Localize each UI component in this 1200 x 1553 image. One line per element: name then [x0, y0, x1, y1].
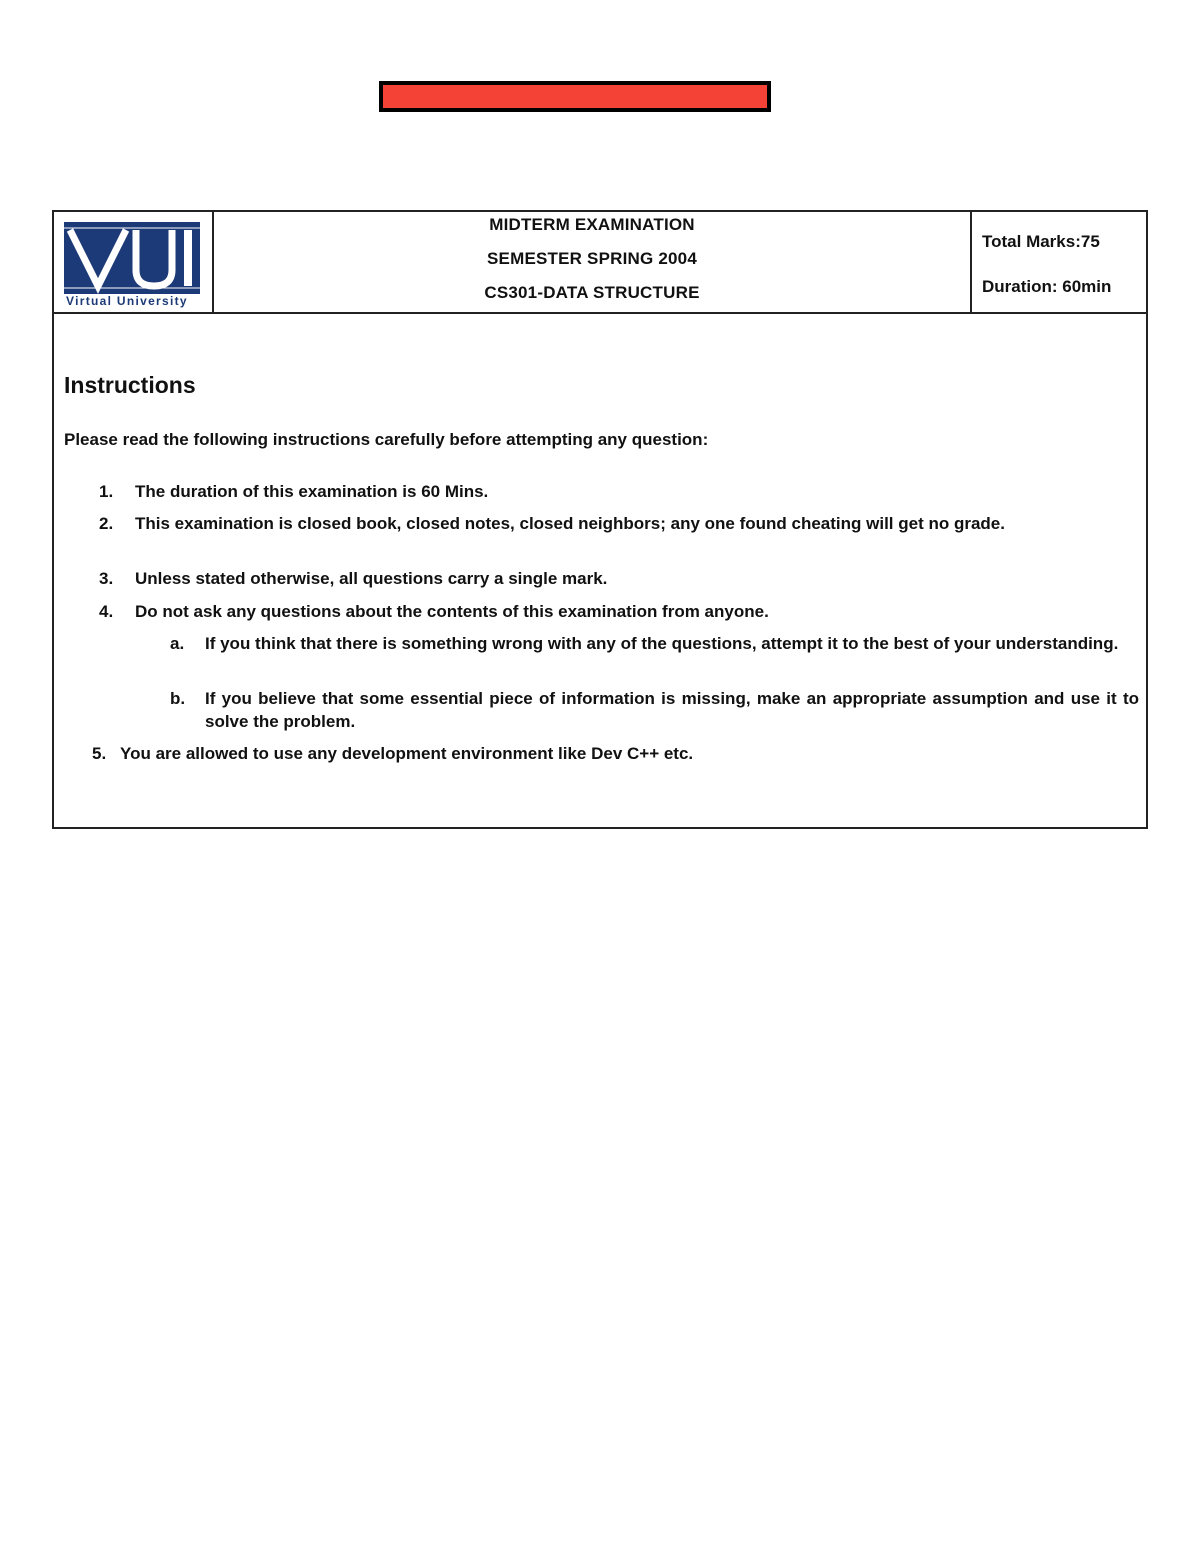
- instructions-heading: Instructions: [64, 372, 196, 398]
- total-marks: Total Marks:75: [982, 232, 1100, 251]
- item-number: 5.: [92, 744, 107, 763]
- marks-cell: [972, 212, 1148, 312]
- item-text: You are allowed to use any development environment like Dev C++ etc.: [120, 744, 694, 763]
- item-number: 2.: [99, 514, 114, 533]
- item-text: Unless stated otherwise, all questions carry a single mark.: [135, 569, 608, 588]
- instructions-intro: Please read the following instructions carefully before attempting any question:: [64, 430, 709, 449]
- item-number: 1.: [99, 482, 114, 501]
- item-letter: b.: [170, 689, 186, 708]
- vu-logo-icon: [64, 222, 200, 294]
- exam-semester: SEMESTER SPRING 2004: [487, 249, 697, 268]
- logo-cell: [54, 212, 214, 312]
- item-letter: a.: [170, 634, 185, 653]
- duration: Duration: 60min: [982, 277, 1112, 296]
- item-text: If you believe that some essential piece of information is missing, make an appropriate assumption and use it to solve the problem.: [205, 689, 1139, 731]
- exam-title: MIDTERM EXAMINATION: [489, 215, 695, 234]
- item-number: 3.: [99, 569, 114, 588]
- header-row: [54, 212, 1146, 314]
- exam-title-cell: [214, 212, 972, 312]
- item-text: If you think that there is something wrong with any of the questions, attempt it to the best of your understanding.: [205, 634, 1119, 653]
- item-text: The duration of this examination is 60 Mins.: [135, 482, 489, 501]
- red-banner: [379, 81, 771, 112]
- logo-caption: Virtual University: [66, 294, 188, 308]
- item-text: Do not ask any questions about the contents of this examination from anyone.: [135, 602, 769, 621]
- exam-header-box: [52, 210, 1148, 829]
- item-text: This examination is closed book, closed notes, closed neighbors; any one found cheating will get no grade.: [135, 514, 1005, 533]
- vu-logo: [64, 222, 200, 294]
- item-number: 4.: [99, 602, 114, 621]
- exam-course: CS301-DATA STRUCTURE: [484, 283, 700, 302]
